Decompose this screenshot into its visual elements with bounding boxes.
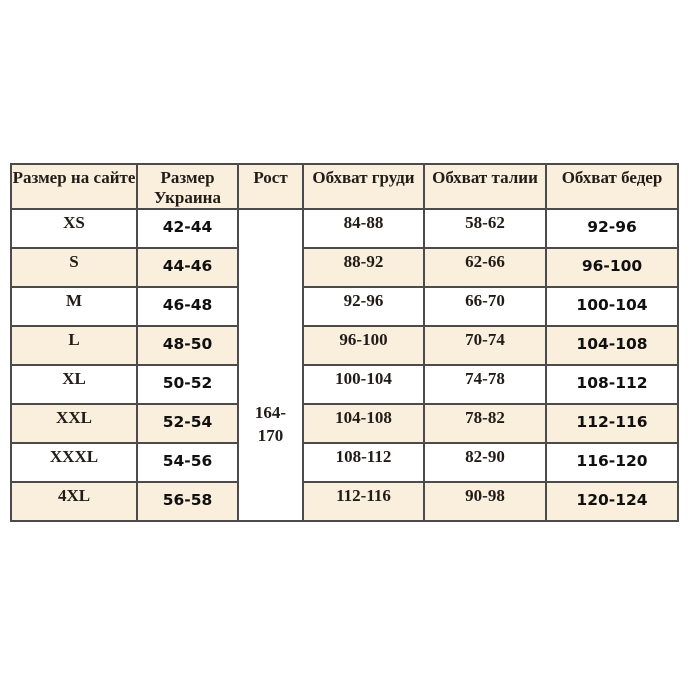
height-merged-cell [238,209,303,521]
chest-cell: 104-108 [303,404,424,443]
col-header-hips: Обхват бедер [546,164,678,209]
waist-cell: 90-98 [424,482,546,521]
chest-cell: 108-112 [303,443,424,482]
size-site-cell: S [11,248,137,287]
chest-cell: 88-92 [303,248,424,287]
hips-cell: 108-112 [546,365,678,404]
size-ua-cell: 50-52 [137,365,238,404]
table-row-4xl [11,482,678,521]
size-site-cell: XXL [11,404,137,443]
chest-cell: 96-100 [303,326,424,365]
hips-cell: 112-116 [546,404,678,443]
size-ua-cell: 46-48 [137,287,238,326]
hips-cell: 116-120 [546,443,678,482]
col-header-waist: Обхват талии [424,164,546,209]
size-site-cell: M [11,287,137,326]
table-row-xl [11,365,678,404]
waist-cell: 66-70 [424,287,546,326]
size-chart-table [10,163,679,522]
waist-cell: 58-62 [424,209,546,248]
hips-cell: 92-96 [546,209,678,248]
table-row-xs [11,209,678,248]
height-value-line1: 164- [254,403,287,423]
waist-cell: 78-82 [424,404,546,443]
size-ua-cell: 56-58 [137,482,238,521]
size-site-cell: L [11,326,137,365]
table-row-s [11,248,678,287]
waist-cell: 62-66 [424,248,546,287]
chest-cell: 92-96 [303,287,424,326]
waist-cell: 82-90 [424,443,546,482]
height-value-line2: 170 [257,425,284,445]
col-header-height: Рост [238,164,303,209]
hips-cell: 104-108 [546,326,678,365]
hips-cell: 100-104 [546,287,678,326]
waist-cell: 70-74 [424,326,546,365]
chest-cell: 112-116 [303,482,424,521]
hips-cell: 120-124 [546,482,678,521]
hips-cell: 96-100 [546,248,678,287]
size-ua-cell: 48-50 [137,326,238,365]
table-row-m [11,287,678,326]
col-header-size-site: Размер на сайте [11,164,137,209]
chest-cell: 84-88 [303,209,424,248]
size-site-cell: 4XL [11,482,137,521]
table-row-xxxl [11,443,678,482]
chest-cell: 100-104 [303,365,424,404]
table-row-xxl [11,404,678,443]
table-row-l [11,326,678,365]
col-header-size-ua: Размер Украина [137,164,238,209]
size-ua-cell: 54-56 [137,443,238,482]
size-site-cell: XL [11,365,137,404]
col-header-chest: Обхват груди [303,164,424,209]
size-ua-cell: 52-54 [137,404,238,443]
table-header-row [11,164,678,209]
size-ua-cell: 42-44 [137,209,238,248]
size-ua-cell: 44-46 [137,248,238,287]
waist-cell: 74-78 [424,365,546,404]
size-site-cell: XS [11,209,137,248]
size-site-cell: XXXL [11,443,137,482]
